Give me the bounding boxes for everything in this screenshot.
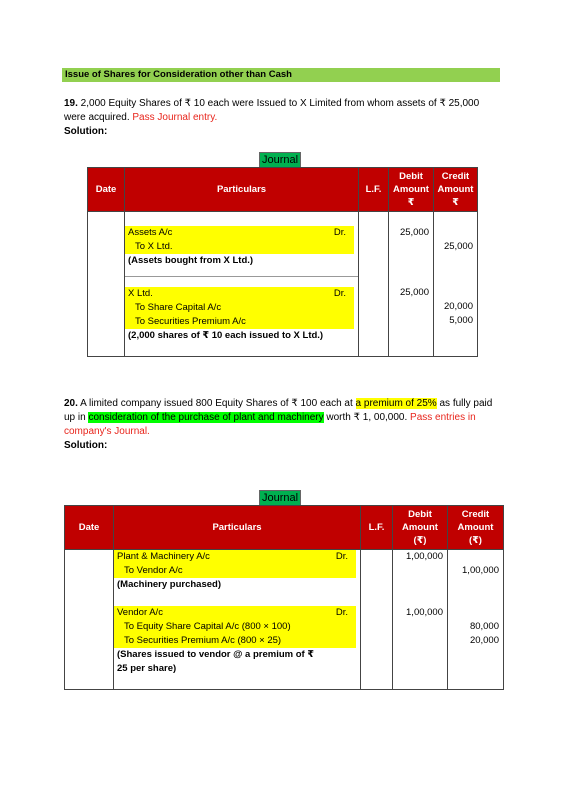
credit-amount: 1,00,000: [462, 565, 499, 576]
debit-amount: 1,00,000: [406, 607, 443, 618]
particulars-cell: [125, 212, 359, 357]
entry-line: Plant & Machinery A/c Dr.: [114, 550, 356, 564]
journal-label: Journal: [259, 490, 301, 506]
journal-entry: [114, 606, 360, 676]
debit-amount: 25,000: [399, 227, 429, 238]
header-lf: L.F.: [359, 168, 389, 212]
question-number: 19.: [64, 98, 78, 109]
credit-amount: 20,000: [443, 301, 473, 312]
entry-narration: (Shares issued to vendor @ a premium of ₹: [117, 649, 314, 660]
debit-cell: [389, 212, 434, 357]
entry-line: To Vendor A/c: [114, 564, 356, 578]
solution-label: Solution:: [64, 126, 108, 137]
entry-line: Assets A/c Dr.: [125, 226, 354, 240]
journal-entry: [114, 550, 360, 592]
entry-line: To Securities Premium A/c: [125, 315, 354, 329]
section-title: Issue of Shares for Consideration other than Cash: [62, 68, 500, 82]
lf-cell: [361, 550, 393, 690]
debit-amount: 25,000: [399, 287, 429, 298]
journal-entry: [125, 226, 358, 268]
header-credit: Credit Amount ₹: [434, 168, 478, 212]
credit-cell: [448, 550, 504, 690]
journal-table-1: [87, 167, 478, 357]
entry-line: X Ltd. Dr.: [125, 287, 354, 301]
date-cell: [65, 550, 114, 690]
credit-amount: 25,000: [443, 241, 473, 252]
date-cell: [88, 212, 125, 357]
credit-amount: 80,000: [469, 621, 499, 632]
highlight-consideration: consideration of the purchase of plant and machinery: [88, 412, 324, 423]
question-instruction: Pass entries in company's Journal.: [64, 412, 476, 437]
question-20: 20. A limited company issued 800 Equity Shares of ₹ 100 each at a premium of 25% as fully paid up in consideration of the purchase of plant and machinery worth ₹ 1, 00,000. Pass entries in company's Journal.: [64, 398, 493, 437]
journal-label: Journal: [259, 152, 301, 168]
credit-amount: 5,000: [449, 315, 473, 326]
entry-narration: (Machinery purchased): [117, 579, 221, 590]
credit-cell: [434, 212, 478, 357]
header-debit: Debit Amount ₹: [389, 168, 434, 212]
entry-line: To Share Capital A/c: [125, 301, 354, 315]
entry-line: To Securities Premium A/c (800 × 25): [114, 634, 356, 648]
entry-line: To X Ltd.: [125, 240, 354, 254]
question-instruction: Pass Journal entry.: [132, 112, 218, 123]
entry-narration: (Assets bought from X Ltd.): [128, 255, 254, 266]
header-credit: Credit Amount (₹): [448, 506, 504, 550]
header-date: Date: [65, 506, 114, 550]
question-text: 2,000 Equity Shares of ₹ 10 each were Issued to X Limited from whom assets of ₹ 25,000 were acquired.: [64, 98, 480, 123]
question-number: 20.: [64, 398, 78, 409]
credit-amount: 20,000: [469, 635, 499, 646]
entry-narration: 25 per share): [117, 663, 177, 674]
header-date: Date: [88, 168, 125, 212]
debit-cell: [393, 550, 448, 690]
header-debit: Debit Amount (₹): [393, 506, 448, 550]
entry-narration: (2,000 shares of ₹ 10 each issued to X Ltd.): [128, 330, 324, 341]
solution-label: Solution:: [64, 440, 108, 451]
question-19: [64, 97, 500, 125]
entry-line: Vendor A/c Dr.: [114, 606, 356, 620]
lf-cell: [359, 212, 389, 357]
journal-entry: [125, 287, 358, 343]
journal-table-2: [64, 505, 504, 690]
highlight-premium: a premium of 25%: [355, 398, 437, 409]
header-particulars: Particulars: [114, 506, 361, 550]
particulars-cell: [114, 550, 361, 690]
entry-line: To Equity Share Capital A/c (800 × 100): [114, 620, 356, 634]
header-particulars: Particulars: [125, 168, 359, 212]
header-lf: L.F.: [361, 506, 393, 550]
debit-amount: 1,00,000: [406, 551, 443, 562]
